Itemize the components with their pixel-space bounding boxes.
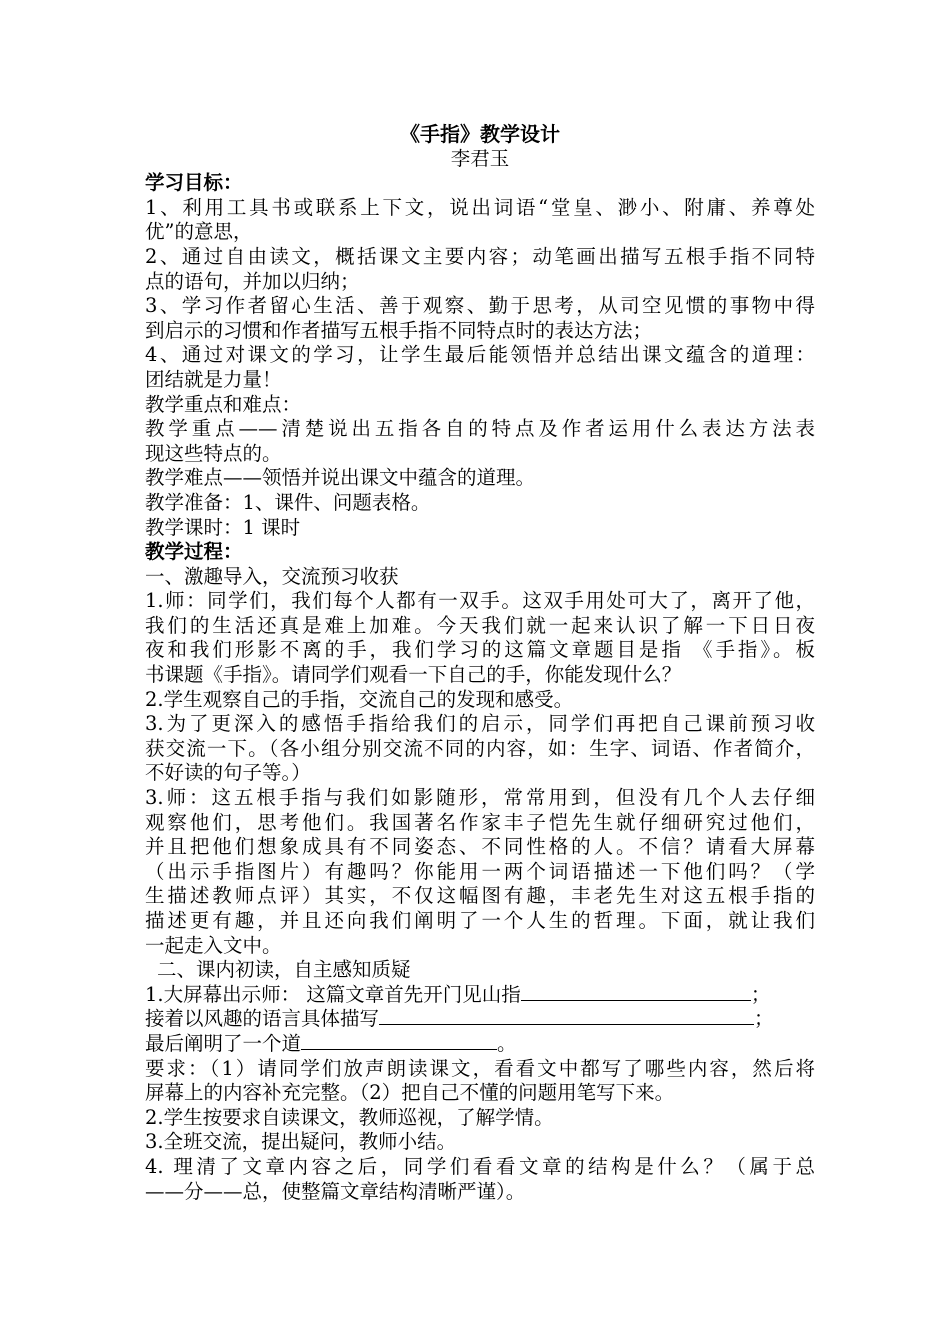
- objective-4-line-2: 团结就是力量！: [145, 367, 282, 391]
- objective-2-line-1: 2、通过自由读文，概括课文主要内容；动笔画出描写五根手指不同特: [145, 244, 815, 268]
- part-2-item-4-line-1: 4. 理清了文章内容之后，同学们看看文章的结构是什么？（属于总: [145, 1154, 815, 1178]
- part-1-item-4-line-5: 生描述教师点评）其实，不仅这幅图有趣，丰老先生对这五根手指的: [145, 884, 815, 908]
- part-2-heading: 二、课内初读，自主感知质疑: [157, 958, 411, 982]
- part-1-item-4-line-4: （出示手指图片）有趣吗？你能用一两个词语描述一下他们吗？（学: [145, 859, 815, 883]
- part-1-item-1-line-1: 1.师：同学们，我们每个人都有一双手。这双手用处可大了，离开了他，: [145, 589, 815, 613]
- keypoint-1-line-2: 现这些特点的。: [145, 441, 282, 465]
- part-2-item-3: 3.全班交流，提出疑问，教师小结。: [145, 1130, 457, 1154]
- doc-title: 《手指》教学设计: [400, 122, 560, 146]
- part-1-item-4-line-6: 描述更有趣，并且还向我们阐明了一个人生的哲理。下面，就让我们: [145, 909, 815, 932]
- part-1-item-4-line-2: 观察他们，思考他们。我国著名作家丰子恺先生就仔细研究过他们，: [145, 810, 815, 834]
- requirement-line-1: 要求：（1）请同学们放声朗读课文，看看文中都写了哪些内容，然后将: [145, 1056, 815, 1080]
- fill-prompt-1: 1.大屏幕出示师： 这篇文章首先开门见山指: [145, 982, 521, 1006]
- part-1-item-4-line-7: 一起走入文中。: [145, 933, 282, 957]
- fill-prompt-2: 接着以风趣的语言具体描写: [145, 1007, 380, 1031]
- objective-1-line-2: 优”的意思，: [145, 220, 253, 244]
- keypoint-1-line-1: 教学重点——清楚说出五指各自的特点及作者运用什么表达方法表: [145, 417, 815, 441]
- part-1-heading: 一、激趣导入，交流预习收获: [145, 564, 399, 588]
- part-2-item-1-line-1: [145, 983, 815, 1008]
- doc-author: 李君玉: [450, 146, 510, 170]
- part-1-item-4-line-3: 并且把他们想象成具有不同姿态、不同性格的人。不信？请看大屏幕: [145, 835, 815, 859]
- objective-4-line-1: 4、通过对课文的学习，让学生最后能领悟并总结出课文蕴含的道理：: [145, 343, 815, 367]
- objectives-heading: 学习目标：: [145, 171, 243, 195]
- keypoints-heading: 教学重点和难点：: [145, 392, 302, 416]
- fill-blank-2: [379, 1007, 754, 1025]
- objective-3-line-1: 3、学习作者留心生活、善于观察、勤于思考，从司空见惯的事物中得: [145, 294, 815, 318]
- part-2-item-2: 2.学生按要求自读课文，教师巡视，了解学情。: [145, 1105, 554, 1129]
- part-1-item-4-line-1: 3.师：这五根手指与我们如影随形，常常用到，但没有几个人去仔细: [145, 786, 815, 810]
- part-1-item-3-line-3: 不好读的句子等。）: [145, 761, 311, 785]
- part-2-item-1-line-3: [145, 1032, 815, 1057]
- document-page: [145, 122, 815, 1204]
- objective-2-line-2: 点的语句，并加以归纳；: [145, 269, 360, 293]
- part-1-item-3-line-2: 获交流一下。（各小组分别交流不同的内容，如：生字、词语、作者简介，: [145, 736, 815, 760]
- part-2-item-1-line-2: [145, 1007, 815, 1032]
- teaching-prep: 教学准备：1、课件、问题表格。: [145, 490, 431, 514]
- fill-prompt-3: 最后阐明了一个道: [145, 1031, 302, 1055]
- objective-1-line-1: 1、利用工具书或联系上下文，说出词语“堂皇、渺小、附庸、养尊处: [145, 195, 815, 219]
- fill-end-2: ；: [754, 1007, 774, 1031]
- fill-blank-3: [301, 1032, 497, 1050]
- fill-end-3: 。: [497, 1031, 517, 1055]
- keypoint-2: 教学难点——领悟并说出课文中蕴含的道理。: [145, 466, 536, 490]
- part-1-item-3-line-1: 3.为了更深入的感悟手指给我们的启示，同学们再把自己课前预习收: [145, 712, 815, 736]
- part-1-item-1-line-4: 书课题《手指》。请同学们观看一下自己的手，你能发现什么？: [145, 663, 682, 687]
- teaching-hours: 教学课时：1 课时: [145, 515, 301, 539]
- part-2-item-4-line-2: ——分——总，使整篇文章结构清晰严谨）。: [145, 1179, 526, 1203]
- part-1-item-1-line-2: 我们的生活还真是难上加难。今天我们就一起来认识了解一下日日夜: [145, 613, 815, 637]
- process-heading: 教学过程：: [145, 540, 243, 564]
- part-1-item-2: 2.学生观察自己的手指，交流自己的发现和感受。: [145, 687, 574, 711]
- objective-3-line-2: 到启示的习惯和作者描写五根手指不同特点时的表达方法；: [145, 318, 653, 342]
- requirement-line-2: 屏幕上的内容补充完整。（2）把自己不懂的问题用笔写下来。: [145, 1081, 675, 1105]
- part-1-item-1-line-3: 夜和我们形影不离的手，我们学习的这篇文章题目是指 《手指》。板: [145, 638, 815, 662]
- fill-blank-1: [521, 983, 751, 1001]
- fill-end-1: ；: [750, 982, 771, 1006]
